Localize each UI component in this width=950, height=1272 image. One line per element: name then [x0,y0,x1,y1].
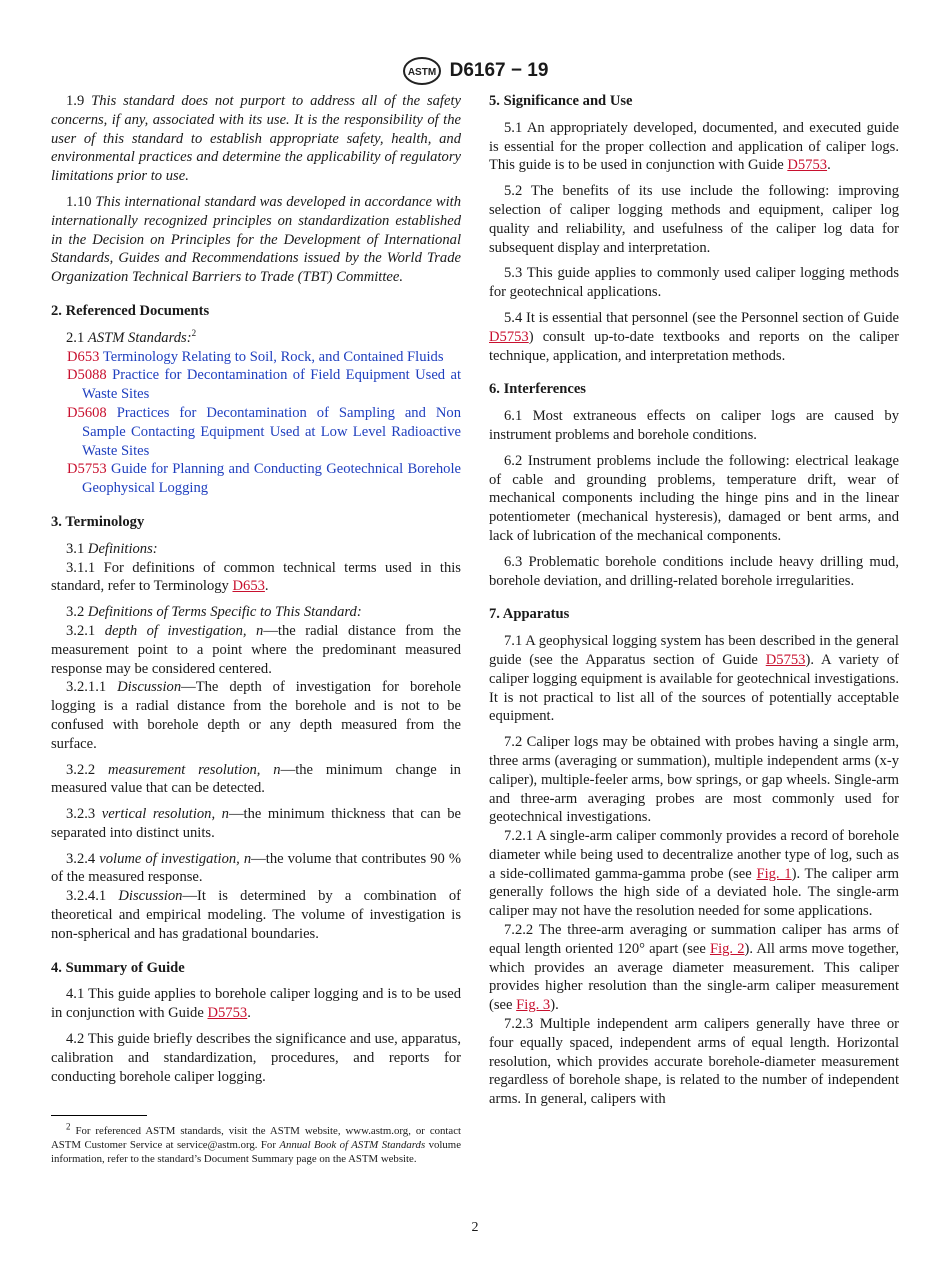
page-header [0,56,950,86]
reference-item[interactable]: D5088 Practice for Decontamination of Field Equipment Used at Waste Sites [67,367,461,403]
para-5-1: 5.1 An appropriately developed, documented, and executed guide is essential for the proper collection and application of caliper logs. This guide is to be used in conjunction with Guide D5753. [489,119,899,174]
footnote-divider [51,1115,147,1116]
page-number: 2 [471,1220,479,1235]
section-7-heading: 7. Apparatus [489,606,570,623]
para-1-10: 1.10 This international standard was developed in accordance with internationally recognized principles on standardization established in the Decision on Principles for the Development of International Standards, Guides and Recommendations issued by the World Trade Organization Technical Barriers to Trade (TBT) Committee. [51,193,461,286]
para-6-1: 6.1 Most extraneous effects on caliper logs are caused by instrument problems and borehole conditions. [489,408,899,443]
link-fig-2[interactable]: Fig. 2 [709,940,745,957]
document-code: D6167 − 19 [449,60,549,81]
link-d5753[interactable]: D5753 [787,157,828,174]
para-3-2-4-1: 3.2.4.1 Discussion—It is determined by a combination of theoretical and empirical modeling. The volume of investigation is non-spherical and has gradational boundaries. [51,888,461,942]
para-5-3: 5.3 This guide applies to commonly used caliper logging methods for geotechnical applications. [489,265,899,301]
para-7-2-1: 7.2.1 A single-arm caliper commonly provides a record of borehole diameter while being used to decentralize another type of log, such as a side-collimated gamma-gamma probe (see Fig. 1). The caliper arm generally follows the high side of a deviated hole. The single-arm caliper may not have the resolution needed for some applications. [489,828,900,920]
para-6-2: 6.2 Instrument problems include the following: electrical leakage of cable and grounding problems, temperature drift, wear of mechanical components including the hinge pins and in the linear potentiometer (mechanical hysteresis), damaged or bent arms, and lack of lubrication of the mechanical components. [489,452,899,544]
para-6-3: 6.3 Problematic borehole conditions include heavy drilling mud, borehole deviation, and drilling-related borehole irregularities. [489,553,899,589]
svg-text:ASTM: ASTM [407,67,436,78]
para-7-2: 7.2 Caliper logs may be obtained with probes having a single arm, three arms (averaging or summation), multiple independent arms (x-y caliper), multiple-feeler arms, bow springs, or gap wheels. Single-arm and three-arm averaging probes are most commonly used for geotechnical investigations. [489,734,899,826]
para-7-1: 7.1 A geophysical logging system has been described in the general guide (see the Apparatus section of Guide D5753). A variety of caliper logging equipment is available for geotechnical investigations. It is not practical to list all of the sources of potentially acceptable equipment. [489,633,899,725]
para-3-2-2: 3.2.2 measurement resolution, n—the minimum change in measured value that can be detected. [51,761,461,797]
para-2-1: 2.1 ASTM Standards:$^2$ [66,327,197,346]
para-1-9: 1.9 This standard does not purport to address all of the safety concerns, if any, associated with its use. It is the responsibility of the user of this standard to establish appropriate safety, health, and environmental practices and determine the applicability of regulatory limitations prior to use. [51,93,461,185]
link-fig-3[interactable]: Fig. 3 [516,997,551,1014]
reference-item[interactable]: D653 Terminology Relating to Soil, Rock, and Contained Fluids [67,348,444,365]
link-d5753[interactable]: D5753 [207,1005,248,1022]
para-3-2: 3.2 Definitions of Terms Specific to This Standard: [66,604,362,621]
para-3-1: 3.1 Definitions: [66,540,158,557]
para-4-1: 4.1 This guide applies to borehole caliper logging and is to be used in conjunction with Guide D5753. [51,986,461,1022]
reference-item[interactable]: D5608 Practices for Decontamination of Sampling and Non Sample Contacting Equipment Used at Low Level Radioactive Waste Sites [67,404,461,459]
link-d5753[interactable]: D5753 [489,328,529,345]
para-3-1-1: 3.1.1 For definitions of common technical terms used in this standard, refer to Terminology D653. [51,559,461,595]
para-3-2-4: 3.2.4 volume of investigation, n—the volume that contributes 90 % of the measured response. [51,850,462,886]
para-3-2-1-1: 3.2.1.1 Discussion—The depth of investigation for borehole logging is a radial distance from the borehole and is not to be confused with borehole depth or any depth measured from the surface. [51,679,461,752]
link-fig-1[interactable]: Fig. 1 [756,865,792,882]
para-5-2: 5.2 The benefits of its use include the following: improving selection of caliper logging methods and equipment, caliper log quality and reliability, and usefulness of the caliper log data for subsequent display and interpretation. [489,183,899,256]
para-7-2-2: 7.2.2 The three-arm averaging or summation caliper has arms of equal length oriented 120° apart (see Fig. 2). All arms move together, which provides an average diameter measurement. This caliper provides higher resolution than the single-arm caliper measurement (see Fig. 3). [489,922,899,1014]
section-6-heading: 6. Interferences [489,381,586,398]
para-3-2-1: 3.2.1 depth of investigation, n—the radial distance from the measurement point to a point where the predominant measured response may be considered centered. [51,622,461,677]
para-5-4: 5.4 It is essential that personnel (see the Personnel section of Guide D5753) consult up-to-date textbooks and reports on the caliper technique, application, and interpretation methods. [489,309,899,364]
link-d5753[interactable]: D5753 [765,651,806,668]
section-5-heading: 5. Significance and Use [489,93,633,109]
right-column [489,92,899,1109]
para-7-2-3: 7.2.3 Multiple independent arm calipers generally have three or four equally spaced, independent arms of equal length. Horizontal resolution, which provides accurate borehole-diameter measurement regardless of borehole shape, is related to the number of independent arms. In general, calipers with [489,1016,899,1108]
reference-item[interactable]: D5753 Guide for Planning and Conducting Geotechnical Borehole Geophysical Logging [67,461,461,497]
astm-logo-icon [402,56,442,86]
section-4-heading: 4. Summary of Guide [51,959,185,976]
para-3-2-3: 3.2.3 vertical resolution, n—the minimum thickness that can be separated into distinct units. [51,806,461,841]
section-2-heading: 2. Referenced Documents [51,302,210,319]
left-column [51,92,461,1166]
link-d653[interactable]: D653 [232,578,265,595]
footnote: $^2$ For referenced ASTM standards, visit the ASTM website, www.astm.org, or contact ASTM Customer Service at service@astm.org. For Annual Book of ASTM Standards volume information, refer to the standard’s Document Summary page on the ASTM website. [51,1121,461,1166]
para-4-2: 4.2 This guide briefly describes the significance and use, apparatus, calibration and standardization, procedures, and reports for conducting borehole caliper logging. [51,1031,461,1085]
section-3-heading: 3. Terminology [51,513,145,530]
